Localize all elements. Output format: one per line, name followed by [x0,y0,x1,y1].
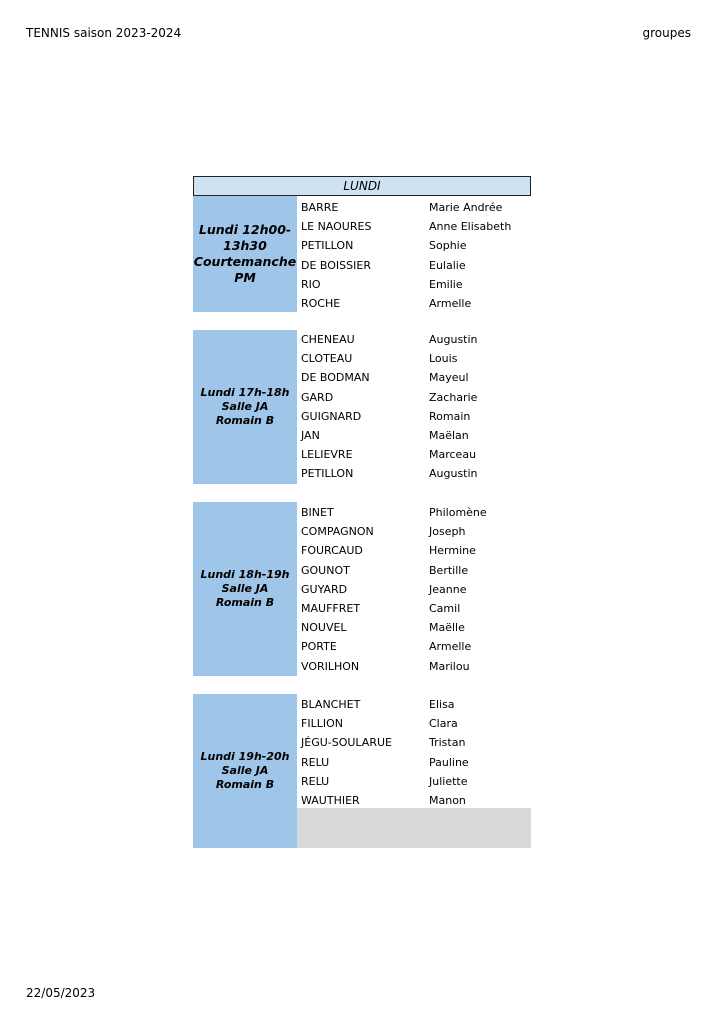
member-row [301,733,531,752]
group-block [193,196,531,312]
member-first-name: Marie Andrée [429,201,503,214]
member-first-name: Anne Elisabeth [429,220,512,234]
member-last-name: VORILHON [301,659,360,673]
member-list [301,198,531,313]
member-row [301,407,531,426]
group-label: Lundi 18h-19h Salle JA Romain B [193,502,297,676]
member-row [301,503,531,522]
member-list [301,330,531,484]
member-row [301,388,531,407]
member-last-name: FOURCAUD [301,544,363,558]
member-first-name: Pauline [429,755,469,769]
member-last-name: DE BODMAN [301,371,370,385]
member-first-name: Marilou [429,659,470,673]
member-row [301,561,531,580]
member-first-name: Hermine [429,544,476,558]
group-label: Lundi 12h00- 13h30 Courtemanche PM [193,196,297,312]
member-last-name: ROCHE [301,296,341,310]
member-last-name: JÉGU-SOULARUE [301,736,392,750]
group-label: Lundi 19h-20h Salle JA Romain B [193,694,297,848]
group-block [193,330,531,484]
member-row [301,772,531,791]
member-last-name: FILLION [301,717,343,731]
member-first-name: Joseph [429,525,466,539]
member-last-name: GUYARD [301,582,348,596]
member-first-name: Zacharie [429,390,478,404]
member-row [301,294,531,313]
member-first-name: Clara [429,717,458,731]
member-row [301,275,531,294]
document-section-label: groupes [642,26,691,40]
member-row [301,426,531,445]
member-last-name: PETILLON [301,467,354,481]
member-first-name: Bertille [429,563,469,577]
member-last-name: GUIGNARD [301,409,362,423]
member-list [301,503,531,676]
member-first-name: Louis [429,352,458,366]
member-last-name: RIO [301,277,321,291]
member-last-name: RELU [301,774,330,788]
member-first-name: Camil [429,601,461,615]
member-last-name: WAUTHIER [301,793,360,807]
member-row [301,368,531,387]
member-last-name: LELIEVRE [301,448,353,462]
member-row [301,256,531,275]
member-first-name: Emilie [429,277,463,291]
member-row [301,618,531,637]
group-block [193,502,531,676]
member-last-name: NOUVEL [301,621,347,635]
member-row [301,695,531,714]
member-row [301,599,531,618]
member-last-name: GARD [301,390,334,404]
member-row [301,349,531,368]
member-row [301,753,531,772]
member-last-name: PETILLON [301,239,354,253]
member-last-name: BINET [301,506,334,519]
member-row [301,541,531,560]
member-row [301,522,531,541]
member-last-name: BLANCHET [301,698,361,711]
member-first-name: Eulalie [429,258,466,272]
member-last-name: CHENEAU [301,333,355,346]
group-block [193,694,531,848]
member-first-name: Maëlle [429,621,465,635]
member-first-name: Armelle [429,640,472,654]
group-label: Lundi 17h-18h Salle JA Romain B [193,330,297,484]
member-last-name: GOUNOT [301,563,350,577]
member-first-name: Manon [429,793,466,807]
member-last-name: JAN [301,428,320,442]
member-last-name: MAUFFRET [301,601,361,615]
member-first-name: Maëlan [429,428,469,442]
day-header: LUNDI [193,176,531,196]
member-first-name: Elisa [429,698,455,711]
member-first-name: Armelle [429,296,472,310]
member-last-name: RELU [301,755,330,769]
footer-date: 22/05/2023 [26,986,96,1000]
member-row [301,464,531,483]
member-row [301,637,531,656]
member-row [301,580,531,599]
member-first-name: Augustin [429,467,478,481]
member-first-name: Sophie [429,239,467,253]
member-row [301,657,531,676]
member-last-name: LE NAOURES [301,220,372,234]
member-row [301,330,531,349]
member-last-name: BARRE [301,201,339,214]
member-last-name: DE BOISSIER [301,258,371,272]
document-title: TENNIS saison 2023-2024 [26,26,182,40]
member-first-name: Juliette [429,774,468,788]
member-row [301,445,531,464]
member-row [301,217,531,236]
member-last-name: COMPAGNON [301,525,374,539]
member-first-name: Philomène [429,506,487,519]
empty-row-cell [297,808,531,848]
member-first-name: Jeanne [429,582,467,596]
member-row [301,198,531,217]
member-first-name: Augustin [429,333,478,346]
member-last-name: CLOTEAU [301,352,353,366]
member-first-name: Romain [429,409,471,423]
member-list [301,695,531,810]
member-first-name: Marceau [429,448,477,462]
member-last-name: PORTE [301,640,337,654]
member-row [301,714,531,733]
member-row [301,236,531,255]
member-first-name: Tristan [429,736,466,750]
member-first-name: Mayeul [429,371,469,385]
